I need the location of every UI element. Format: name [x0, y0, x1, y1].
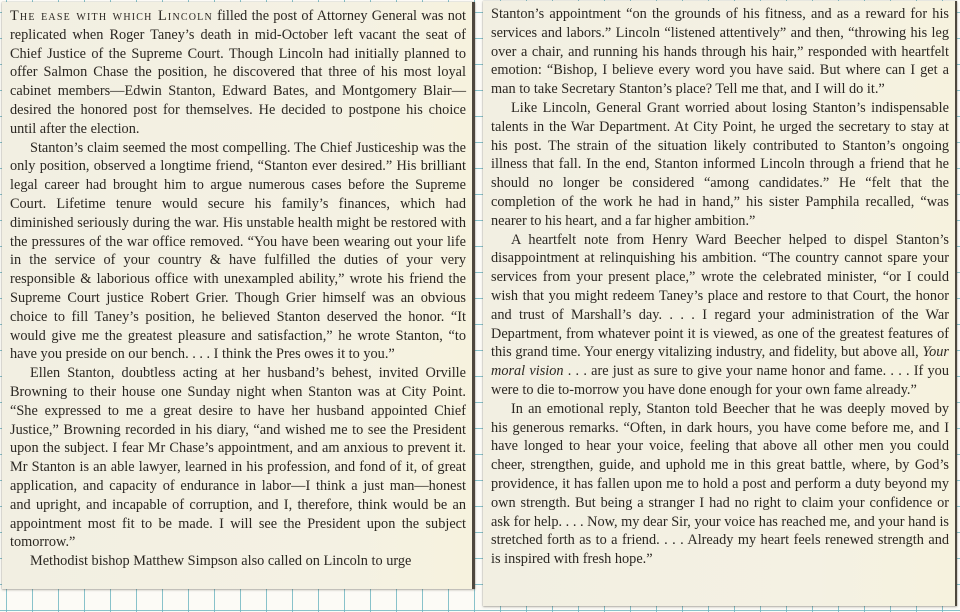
paragraph-text: filled the post of Attorney General was not replicated when Roger Taney’s death in mid-October left vacant the seat of Chief Justice of the Supreme Court. Though Lincoln had initially planned to offer Salmon Chase the position, he discovered that three of his most loyal cabinet members—Edwin Stanton, Edward Bates, and Montgomery Blair—desired the honored post for themselves. He decided to postpone his choice until after the election.	[10, 8, 466, 137]
right-page-column	[483, 1, 957, 606]
left-page-column	[2, 2, 475, 589]
paragraph-ellen-stanton: Ellen Stanton, doubtless acting at her husband’s behest, invited Orville Browning to their house one Sunday night when Stanton was at City Point. “She expressed to me a great desire to have her husband appointed Chief Justice,” Browning recorded in his diary, “and wished me to see the President upon the subject. I fear Mr Chase’s appointment, and am anxious to prevent it. Mr Stanton is an able lawyer, learned in his profession, and fond of it, of great application, and capacity of endurance in labor—I think a just man—honest and upright, and incapable of corruption, and I, therefore, think would be an appointment most fit to be made. I will see the President upon the subject tomorrow.”	[10, 365, 466, 551]
paragraph-text: . . . are just as sure to give your name honor and fame. . . . If you were to die to-morrow you have done enough for your own fame already.”	[491, 363, 949, 398]
paragraph-beecher-note	[491, 231, 949, 400]
paragraph-stantons-claim: Stanton’s claim seemed the most compelling. The Chief Justiceship was the only position, observed a longtime friend, “Stanton ever desired.” His brilliant legal career had brought him to argue numerous cases before the Supreme Court. Lifetime tenure would secure his family’s finances, which had diminished seriously during the war. His unstable health might be restored with the pressures of the war office removed. “You have been wearing out your life in the service of your country & have fulfilled the duties of your very responsible & laborious office with unexampled ability,” wrote his friend the Supreme Court justice Robert Grier. Though Grier himself was an obvious choice to fill Taney’s position, he believed Stanton deserved the honor. “It would give me the greatest pleasure and satisfaction,” he wrote Stanton, “to have you preside on our bench. . . . I think the Pres owes it to you.”	[10, 139, 466, 363]
paragraph-text: A heartfelt note from Henry Ward Beecher helped to dispel Stanton’s disappointment at relinquishing his ambition. “The country cannot spare your services from your present place,” wrote the celebrated minister, “or I could wish that you might redeem Taney’s place and restore to that Court, the honor and trust of Marshall’s day. . . . I regard your administration of the War Department, from whatever point it is viewed, as one of the greatest features of this grand time. Your energy vitalizing industry, and fidelity, but above all,	[491, 231, 949, 361]
paragraph-stanton-reply: In an emotional reply, Stanton told Beecher that he was deeply moved by his generous remarks. “Often, in dark hours, you have come before me, and I have longed to hear your voice, feeling that above all other men you could cheer, strengthen, guide, and uphold me in this great battle, where, by God’s providence, it has fallen upon me to hold a post and perform a duty beyond my own strength. But being a stranger I had no right to claim your confidence or ask for help. . . . Now, my dear Sir, your voice has reached me, and your hand is stretched forth as to a friend. . . . Already my heart feels renewed strength and is inspired with fresh hope.”	[491, 400, 949, 568]
paragraph-methodist-bishop: Methodist bishop Matthew Simpson also called on Lincoln to urge	[30, 553, 412, 570]
italic-phrase: Your moral vision	[491, 344, 949, 380]
smallcaps-lead-in: The ease with which Lincoln	[10, 8, 213, 24]
paragraph-stantons-appointment: Stanton’s appointment “on the grounds of his fitness, and as a reward for his services and labors.” Lincoln “listened attentively” and then, “throwing his leg over a chair, and running his hands through his hair,” responded with heartfelt emotion: “Bishop, I believe every word you have said. But where can I get a man to take Secretary Stanton’s place? Tell me that, and I will do it.”	[491, 6, 949, 98]
paragraph-general-grant: Like Lincoln, General Grant worried about losing Stanton’s indispensable talents in the War Department. At City Point, he urged the secretary to stay at his post. The strain of the situation likely contributed to Stanton’s ongoing illness that fall. In the end, Stanton informed Lincoln through a friend that he should no longer be considered “among candidates.” He “felt that the completion of the work he had in hand,” his sister Pamphila recalled, “was nearer to his heart, and a far higher ambition.”	[491, 99, 949, 229]
paragraph-lincoln-attorney-general	[10, 7, 466, 139]
